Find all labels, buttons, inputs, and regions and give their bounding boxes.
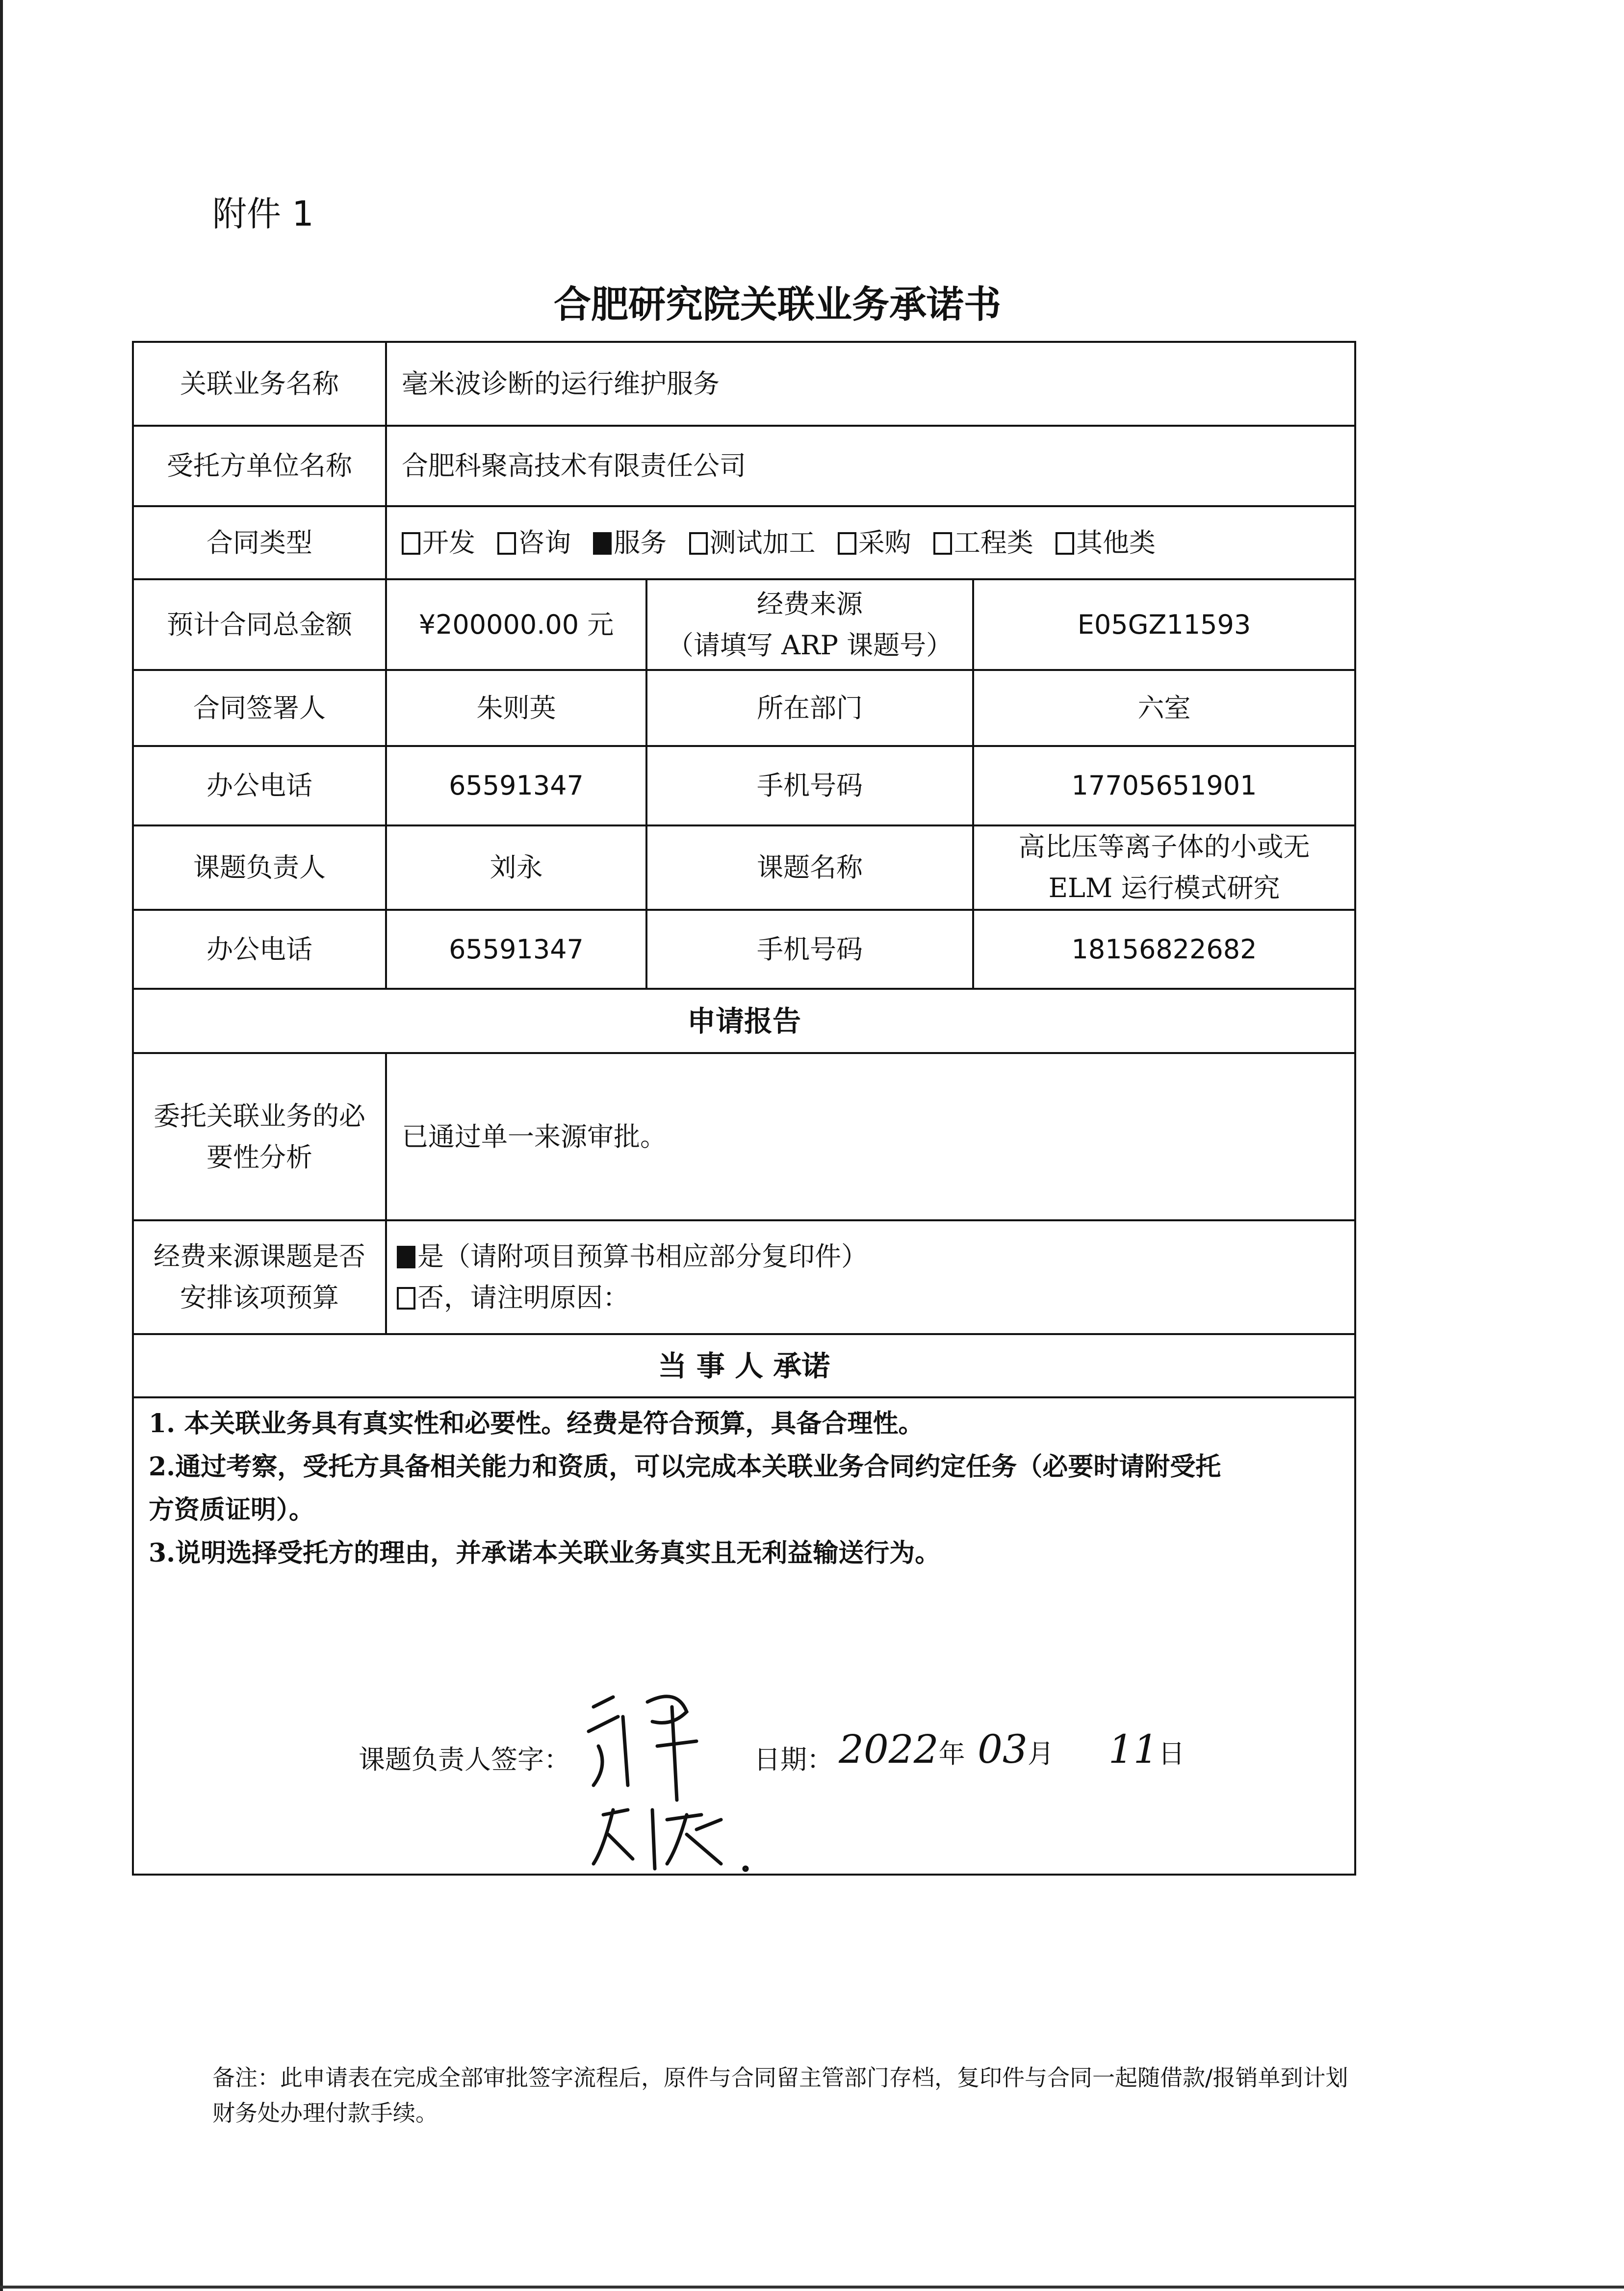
field-label: 手机号码 [646,910,973,989]
checkbox[interactable] [838,532,856,555]
field-label: 预计合同总金额 [133,579,386,670]
office-phone-value: 65591347 [386,746,646,825]
date-year: 2022 [839,1726,939,1772]
option-purchase[interactable]: 采购 [838,527,911,558]
checkbox[interactable] [402,532,420,555]
field-label: 合同签署人 [133,670,386,746]
leader-value: 刘永 [386,825,646,910]
date-month: 03 [978,1726,1028,1772]
checkbox[interactable] [497,532,516,555]
checkbox-checked[interactable] [593,532,612,555]
section-header-report: 申请报告 [133,989,1355,1053]
field-label: 合同类型 [133,506,386,579]
option-testing[interactable]: 测试加工 [689,527,816,558]
topic-value: 高比压等离子体的小或无 ELM 运行模式研究 [973,825,1355,910]
scan-edge [0,0,3,2291]
amount-value: ¥200000.00 元 [386,579,646,670]
checkbox[interactable] [933,532,952,555]
field-label: 手机号码 [646,746,973,825]
option-service[interactable]: 服务 [593,527,667,558]
promise-line: 2.通过考察，受托方具备相关能力和资质，可以完成本关联业务合同约定任务（必要时请附受托 [149,1452,1221,1482]
option-develop[interactable]: 开发 [402,527,475,558]
checkbox-checked[interactable] [397,1246,415,1268]
field-label: 课题负责人 [133,825,386,910]
handwritten-signature [574,1687,780,1874]
section-header-promise: 当 事 人 承诺 [133,1334,1355,1397]
mobile-value: 18156822682 [973,910,1355,989]
commitment-form [132,341,1356,1876]
signer-value: 朱则英 [386,670,646,746]
mobile-value: 17705651901 [973,746,1355,825]
contract-type-options [386,506,1355,579]
footnote: 备注：此申请表在完成全部审批签字流程后，原件与合同留主管部门存档，复印件与合同一起随借款/报销单到计划财务处办理付款手续。 [212,2064,1348,2126]
field-label: 经费来源课题是否 安排该项预算 [133,1220,386,1334]
field-label: 课题名称 [646,825,973,910]
checkbox[interactable] [1056,532,1074,555]
option-engineering[interactable]: 工程类 [933,527,1033,558]
business-name-value: 毫米波诊断的运行维护服务 [386,342,1355,426]
option-other[interactable]: 其他类 [1056,527,1156,558]
document-title: 合肥研究院关联业务承诺书 [554,283,1001,326]
field-label: 受托方单位名称 [133,426,386,506]
budget-options [386,1220,1355,1334]
office-phone-value: 65591347 [386,910,646,989]
field-label: 办公电话 [133,746,386,825]
scan-edge [0,2286,1624,2289]
option-no[interactable]: 否，请注明原因： [397,1277,1349,1318]
field-label: 关联业务名称 [133,342,386,426]
option-yes[interactable]: 是（请附项目预算书相应部分复印件） [397,1236,1349,1277]
promise-line: 方资质证明）。 [149,1495,315,1525]
promise-line: 3.说明选择受托方的理由，并承诺本关联业务真实且无利益输送行为。 [149,1538,941,1568]
checkbox[interactable] [397,1287,415,1310]
dept-value: 六室 [973,670,1355,746]
promise-line: 1. 本关联业务具有真实性和必要性。经费是符合预算，具备合理性。 [149,1409,924,1439]
option-consult[interactable]: 咨询 [497,527,571,558]
checkbox[interactable] [689,532,708,555]
date-day: 11 [1108,1726,1159,1772]
field-label: 办公电话 [133,910,386,989]
fund-source-label: 经费来源 （请填写 ARP 课题号） [646,579,973,670]
trustee-value: 合肥科聚高技术有限责任公司 [386,426,1355,506]
annex-label: 附件 1 [212,194,314,234]
date-label: 日期： [754,1744,833,1775]
fund-source-value: E05GZ11593 [973,579,1355,670]
sign-label: 课题负责人签字： [359,1744,570,1775]
date-handwritten: 2022年 03月 11日 [839,1726,1185,1772]
field-label: 所在部门 [646,670,973,746]
field-label: 委托关联业务的必 要性分析 [133,1053,386,1220]
necessity-value: 已通过单一来源审批。 [386,1053,1355,1220]
